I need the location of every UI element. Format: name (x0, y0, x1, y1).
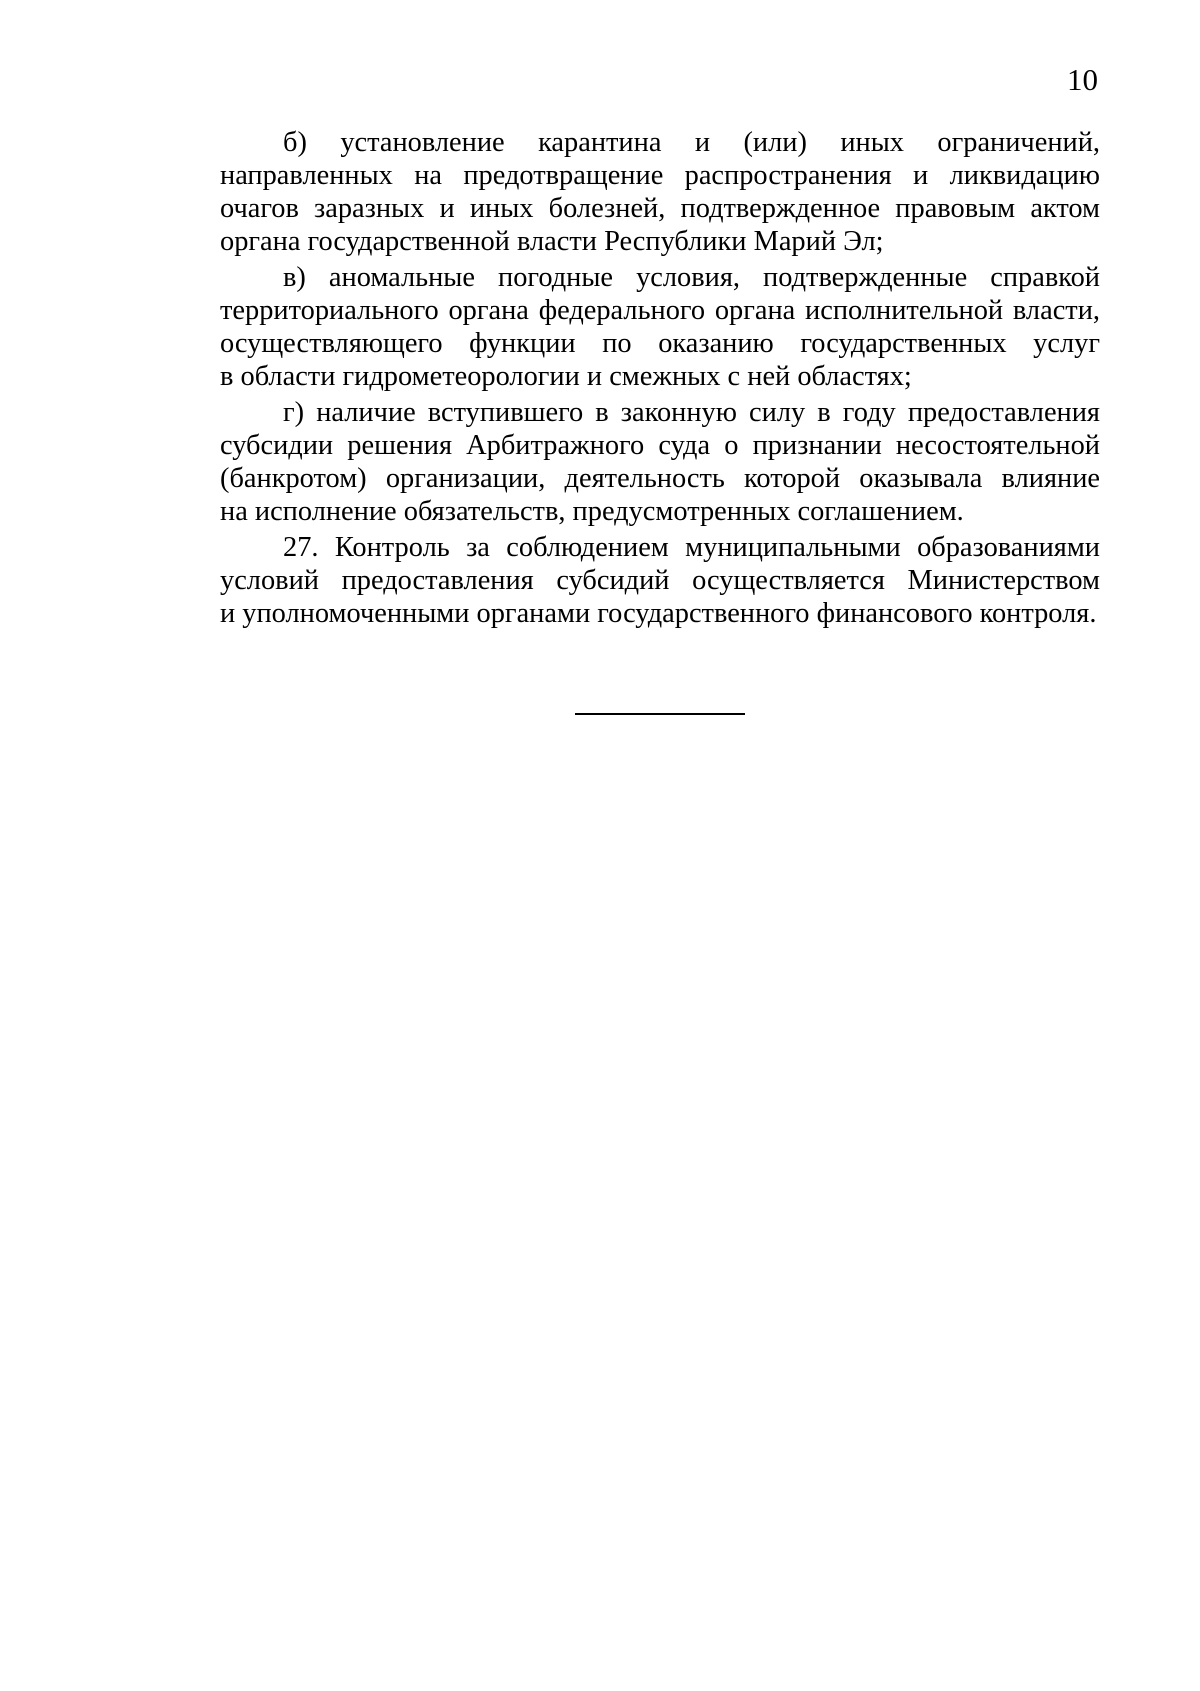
paragraph-line: субсидии решения Арбитражного суда о признании несостоятельной (220, 430, 1100, 461)
paragraph-27 (220, 531, 1100, 630)
paragraph-line: очагов заразных и иных болезней, подтвержденное правовым актом (220, 193, 1100, 224)
paragraph-line: направленных на предотвращение распространения и ликвидацию (220, 160, 1100, 191)
paragraph-line: (банкротом) организации, деятельность которой оказывала влияние (220, 463, 1100, 494)
paragraph-line: территориального органа федерального органа исполнительной власти, (220, 295, 1100, 326)
paragraph-line: г) наличие вступившего в законную силу в году предоставления (283, 397, 1100, 428)
paragraph-line: осуществляющего функции по оказанию государственных услуг (220, 328, 1100, 359)
paragraph-line: на исполнение обязательств, предусмотренных соглашением. (220, 496, 964, 527)
document-body (220, 126, 1100, 630)
paragraph-b (220, 126, 1100, 258)
paragraph-v (220, 261, 1100, 393)
page-number: 10 (1067, 62, 1098, 97)
paragraph-line: в области гидрометеорологии и смежных с ней областях; (220, 361, 912, 392)
paragraph-g (220, 396, 1100, 528)
paragraph-line: условий предоставления субсидий осуществляется Министерством (220, 565, 1100, 596)
paragraph-line: органа государственной власти Республики Марий Эл; (220, 226, 884, 257)
paragraph-line: и уполномоченными органами государственного финансового контроля. (220, 598, 1097, 629)
end-of-document-rule (575, 713, 745, 715)
paragraph-line: б) установление карантина и (или) иных ограничений, (283, 127, 1100, 158)
paragraph-line: 27. Контроль за соблюдением муниципальными образованиями (283, 532, 1100, 563)
paragraph-line: в) аномальные погодные условия, подтвержденные справкой (283, 262, 1100, 293)
